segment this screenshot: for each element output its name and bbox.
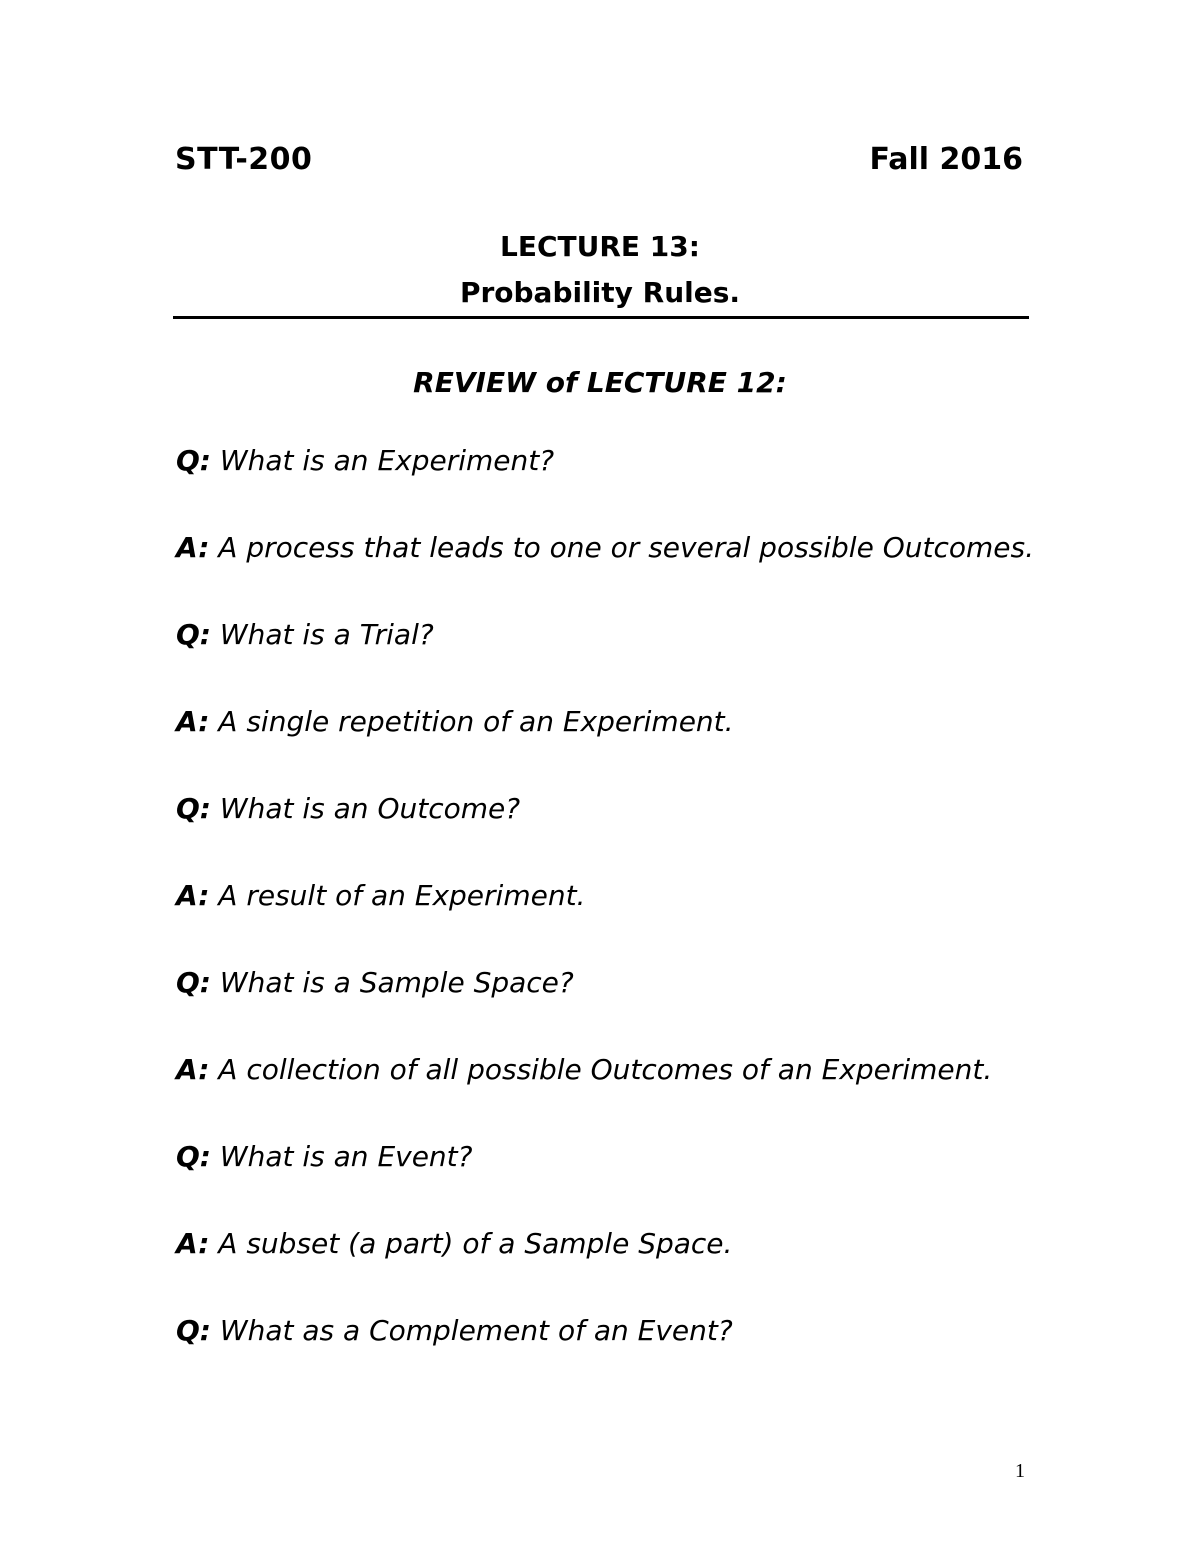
qa-prefix: Q: [176, 1314, 211, 1347]
qa-prefix: Q: [176, 444, 211, 477]
qa-text: What is an Experiment? [211, 444, 555, 477]
qa-item [176, 1053, 992, 1086]
review-heading: REVIEW of LECTURE 12: [413, 366, 787, 399]
lecture-number: LECTURE 13: [500, 230, 700, 263]
qa-item [176, 705, 734, 738]
qa-item [176, 444, 554, 477]
qa-item [176, 1314, 733, 1347]
course-code: STT-200 [175, 142, 313, 177]
qa-text: What is a Sample Space? [211, 966, 574, 999]
qa-text: A subset (a part) of a Sample Space. [209, 1227, 733, 1260]
qa-item [176, 879, 585, 912]
qa-text: What is a Trial? [211, 618, 434, 651]
qa-prefix: A: [176, 705, 210, 738]
qa-prefix: Q: [176, 792, 211, 825]
qa-item [176, 1227, 732, 1260]
qa-text: What as a Complement of an Event? [211, 1314, 733, 1347]
qa-text: A result of an Experiment. [209, 879, 586, 912]
qa-text: A process that leads to one or several possible Outcomes. [209, 531, 1034, 564]
lecture-title: Probability Rules. [459, 276, 741, 309]
qa-item [176, 531, 1034, 564]
qa-text: What is an Event? [211, 1140, 473, 1173]
qa-item [176, 966, 574, 999]
term-label: Fall 2016 [869, 142, 1023, 177]
qa-prefix: A: [176, 1227, 210, 1260]
title-divider [173, 316, 1029, 319]
qa-text: A single repetition of an Experiment. [209, 705, 734, 738]
qa-text: What is an Outcome? [211, 792, 521, 825]
qa-item [176, 618, 434, 651]
qa-prefix: Q: [176, 1140, 211, 1173]
page-number: 1 [1015, 1460, 1025, 1482]
qa-prefix: A: [176, 1053, 210, 1086]
qa-prefix: Q: [176, 618, 211, 651]
qa-prefix: Q: [176, 966, 211, 999]
qa-prefix: A: [176, 531, 210, 564]
qa-item [176, 1140, 473, 1173]
qa-text: A collection of all possible Outcomes of an Experiment. [209, 1053, 993, 1086]
qa-item [176, 792, 520, 825]
qa-prefix: A: [176, 879, 210, 912]
